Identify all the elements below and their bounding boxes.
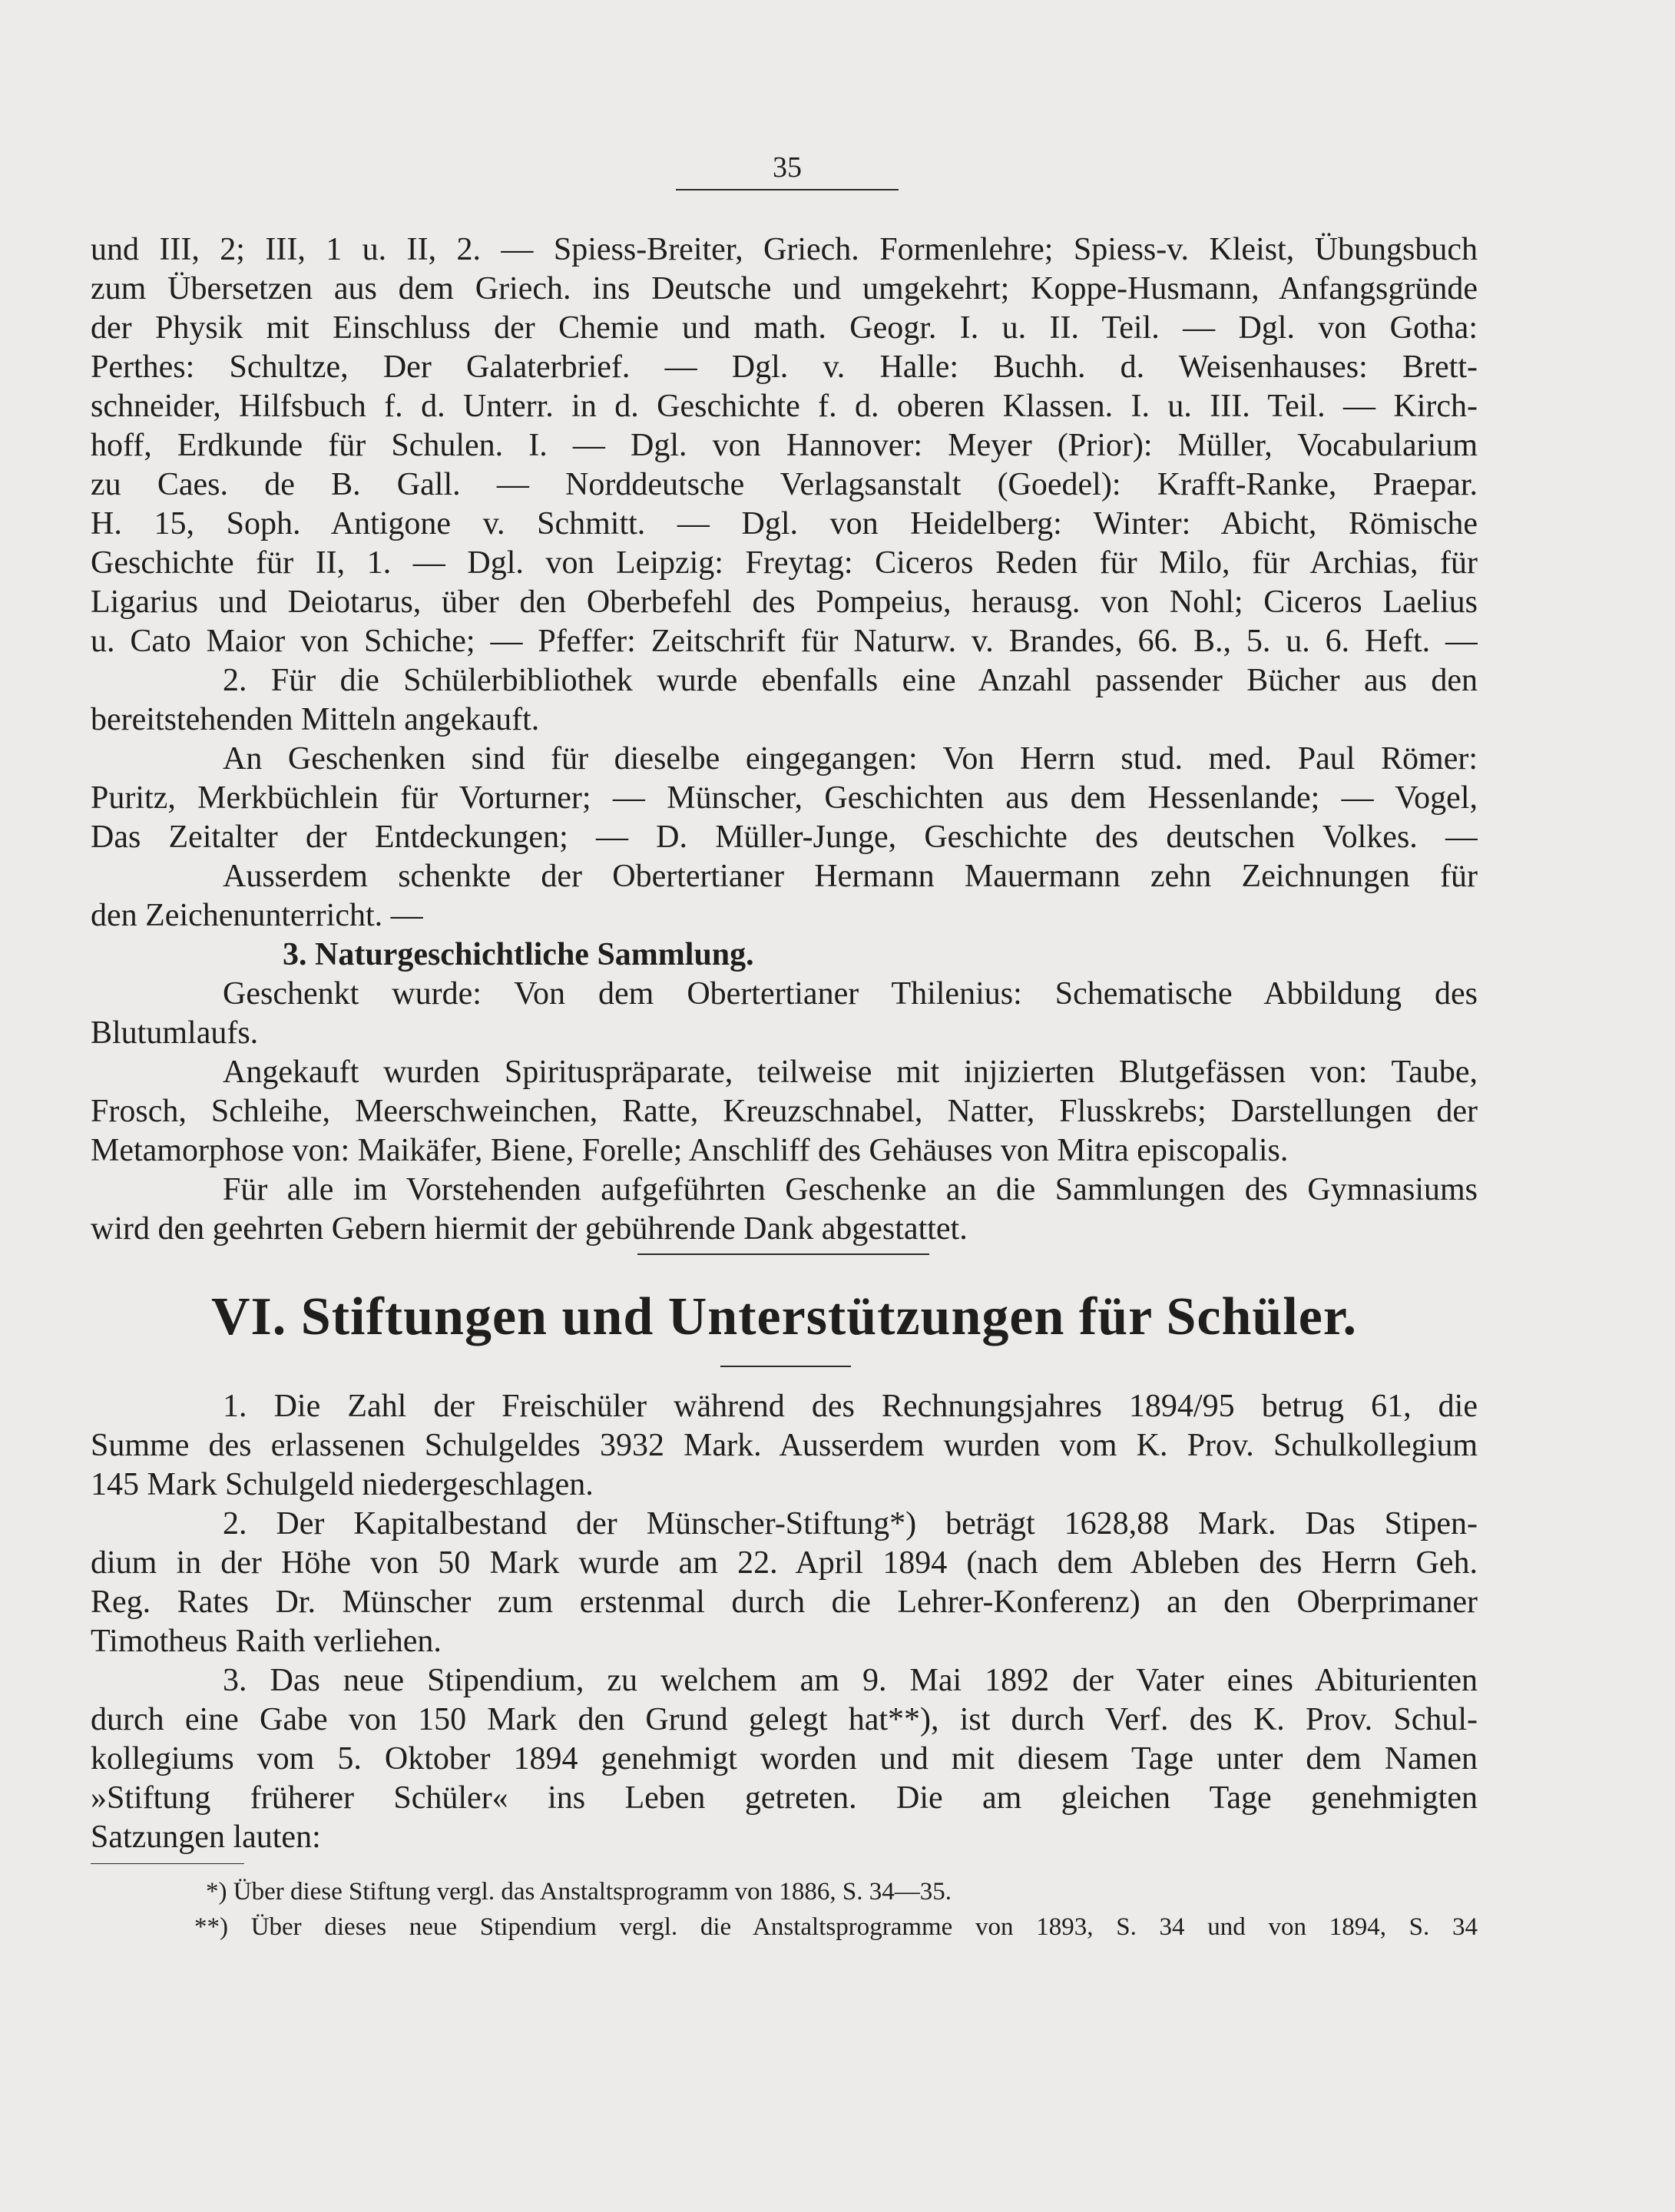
text-line: Geschenkt wurde: Von dem Obertertianer Thilenius: Schematische Abbildung des <box>223 976 1478 1012</box>
text-line: Timotheus Raith verliehen. <box>91 1624 442 1659</box>
text-line: wird den geehrten Gebern hiermit der gebührende Dank abgestattet. <box>91 1211 968 1247</box>
page-number: 35 <box>773 151 802 184</box>
text-line: dium in der Höhe von 50 Mark wurde am 22. April 1894 (nach dem Ableben des Herrn Geh. <box>91 1545 1478 1581</box>
text-line: Summe des erlassenen Schulgeldes 3932 Mark. Ausserdem wurden vom K. Prov. Schulkollegium <box>91 1428 1478 1463</box>
text-line: »Stiftung früherer Schüler« ins Leben getreten. Die am gleichen Tage genehmigten <box>91 1780 1478 1816</box>
footnotes <box>91 1874 1478 1945</box>
section-library-and-collections <box>91 230 1478 1249</box>
text-line: schneider, Hilfsbuch f. d. Unterr. in d. Geschichte f. d. oberen Klassen. I. u. III. Teil. — Kirch- <box>91 389 1478 424</box>
text-line: Reg. Rates Dr. Münscher zum erstenmal durch die Lehrer-Konferenz) an den Oberprimaner <box>91 1584 1478 1620</box>
section-divider <box>637 1253 929 1255</box>
text-line: Angekauft wurden Spirituspräparate, teilweise mit injizierten Blutgefässen von: Taube, <box>223 1055 1478 1090</box>
text-line: und III, 2; III, 1 u. II, 2. — Spiess-Breiter, Griech. Formenlehre; Spiess-v. Kleist, Übungsbuch <box>91 232 1478 267</box>
text-line: Für alle im Vorstehenden aufgeführten Geschenke an die Sammlungen des Gymnasiums <box>223 1172 1478 1207</box>
text-line: zu Caes. de B. Gall. — Norddeutsche Verlagsanstalt (Goedel): Krafft-Ranke, Praepar. <box>91 467 1478 502</box>
text-line: bereitstehenden Mitteln angekauft. <box>91 702 540 737</box>
text-line: zum Übersetzen aus dem Griech. ins Deutsche und umgekehrt; Koppe-Husmann, Anfangsgründe <box>91 271 1478 306</box>
text-line: Blutumlaufs. <box>91 1015 259 1051</box>
text-line: 2. Für die Schülerbibliothek wurde ebenfalls eine Anzahl passender Bücher aus den <box>223 663 1478 698</box>
text-line: kollegiums vom 5. Oktober 1894 genehmigt worden und mit diesem Tage unter dem Namen <box>91 1741 1478 1777</box>
section-foundations <box>91 1387 1478 1857</box>
text-line: 3. Das neue Stipendium, zu welchem am 9. Mai 1892 der Vater eines Abiturienten <box>223 1663 1478 1698</box>
footnote: **) Über dieses neue Stipendium vergl. die Anstaltsprogramme von 1893, S. 34 und von 1894, S. 34 <box>194 1913 1478 1941</box>
text-line: Das Zeitalter der Entdeckungen; — D. Müller-Junge, Geschichte des deutschen Volkes. — <box>91 820 1478 855</box>
text-line: Ligarius und Deiotarus, über den Oberbefehl des Pompeius, herausg. von Nohl; Ciceros Laelius <box>91 584 1478 620</box>
text-line: Puritz, Merkbüchlein für Vorturner; — Münscher, Geschichten aus dem Hessenlande; — Vogel, <box>91 780 1478 816</box>
text-line: H. 15, Soph. Antigone v. Schmitt. — Dgl. von Heidelberg: Winter: Abicht, Römische <box>91 506 1478 541</box>
text-line: den Zeichenunterricht. — <box>91 898 423 933</box>
text-line: Ausserdem schenkte der Obertertianer Hermann Mauermann zehn Zeichnungen für <box>223 859 1478 894</box>
text-line: hoff, Erdkunde für Schulen. I. — Dgl. von Hannover: Meyer (Prior): Müller, Vocabularium <box>91 428 1478 463</box>
footnote: *) Über diese Stiftung vergl. das Anstaltsprogramm von 1886, S. 34—35. <box>206 1878 952 1906</box>
text-line: Satzungen lauten: <box>91 1820 321 1855</box>
heading-underline <box>720 1366 851 1367</box>
text-line: Metamorphose von: Maikäfer, Biene, Forelle; Anschliff des Gehäuses von Mitra episcopalis. <box>91 1133 1289 1168</box>
text-line: durch eine Gabe von 150 Mark den Grund gelegt hat**), ist durch Verf. des K. Prov. Schul- <box>91 1702 1478 1737</box>
section-heading: VI. Stiftungen und Unterstützungen für Schüler. <box>211 1287 1357 1346</box>
text-line: Perthes: Schultze, Der Galaterbrief. — Dgl. v. Halle: Buchh. d. Weisenhauses: Brett- <box>91 349 1478 385</box>
text-line: der Physik mit Einschluss der Chemie und math. Geogr. I. u. II. Teil. — Dgl. von Gotha: <box>91 310 1478 346</box>
text-line: u. Cato Maior von Schiche; — Pfeffer: Zeitschrift für Naturw. v. Brandes, 66. B., 5. u. 6. Heft. — <box>91 624 1478 659</box>
text-line: Frosch, Schleihe, Meerschweinchen, Ratte, Kreuzschnabel, Natter, Flusskrebs; Darstellungen der <box>91 1094 1478 1129</box>
text-line: 2. Der Kapitalbestand der Münscher-Stiftung*) beträgt 1628,88 Mark. Das Stipen- <box>223 1506 1478 1541</box>
page-number-rule <box>676 189 899 190</box>
text-line: An Geschenken sind für dieselbe eingegangen: Von Herrn stud. med. Paul Römer: <box>223 741 1478 777</box>
subsection-title: 3. Naturgeschichtliche Sammlung. <box>283 937 754 972</box>
text-line: 145 Mark Schulgeld niedergeschlagen. <box>91 1467 594 1502</box>
text-line: 1. Die Zahl der Freischüler während des Rechnungsjahres 1894/95 betrug 61, die <box>223 1389 1478 1424</box>
footnote-separator <box>91 1863 244 1864</box>
text-line: Geschichte für II, 1. — Dgl. von Leipzig: Freytag: Ciceros Reden für Milo, für Archias, für <box>91 545 1478 581</box>
